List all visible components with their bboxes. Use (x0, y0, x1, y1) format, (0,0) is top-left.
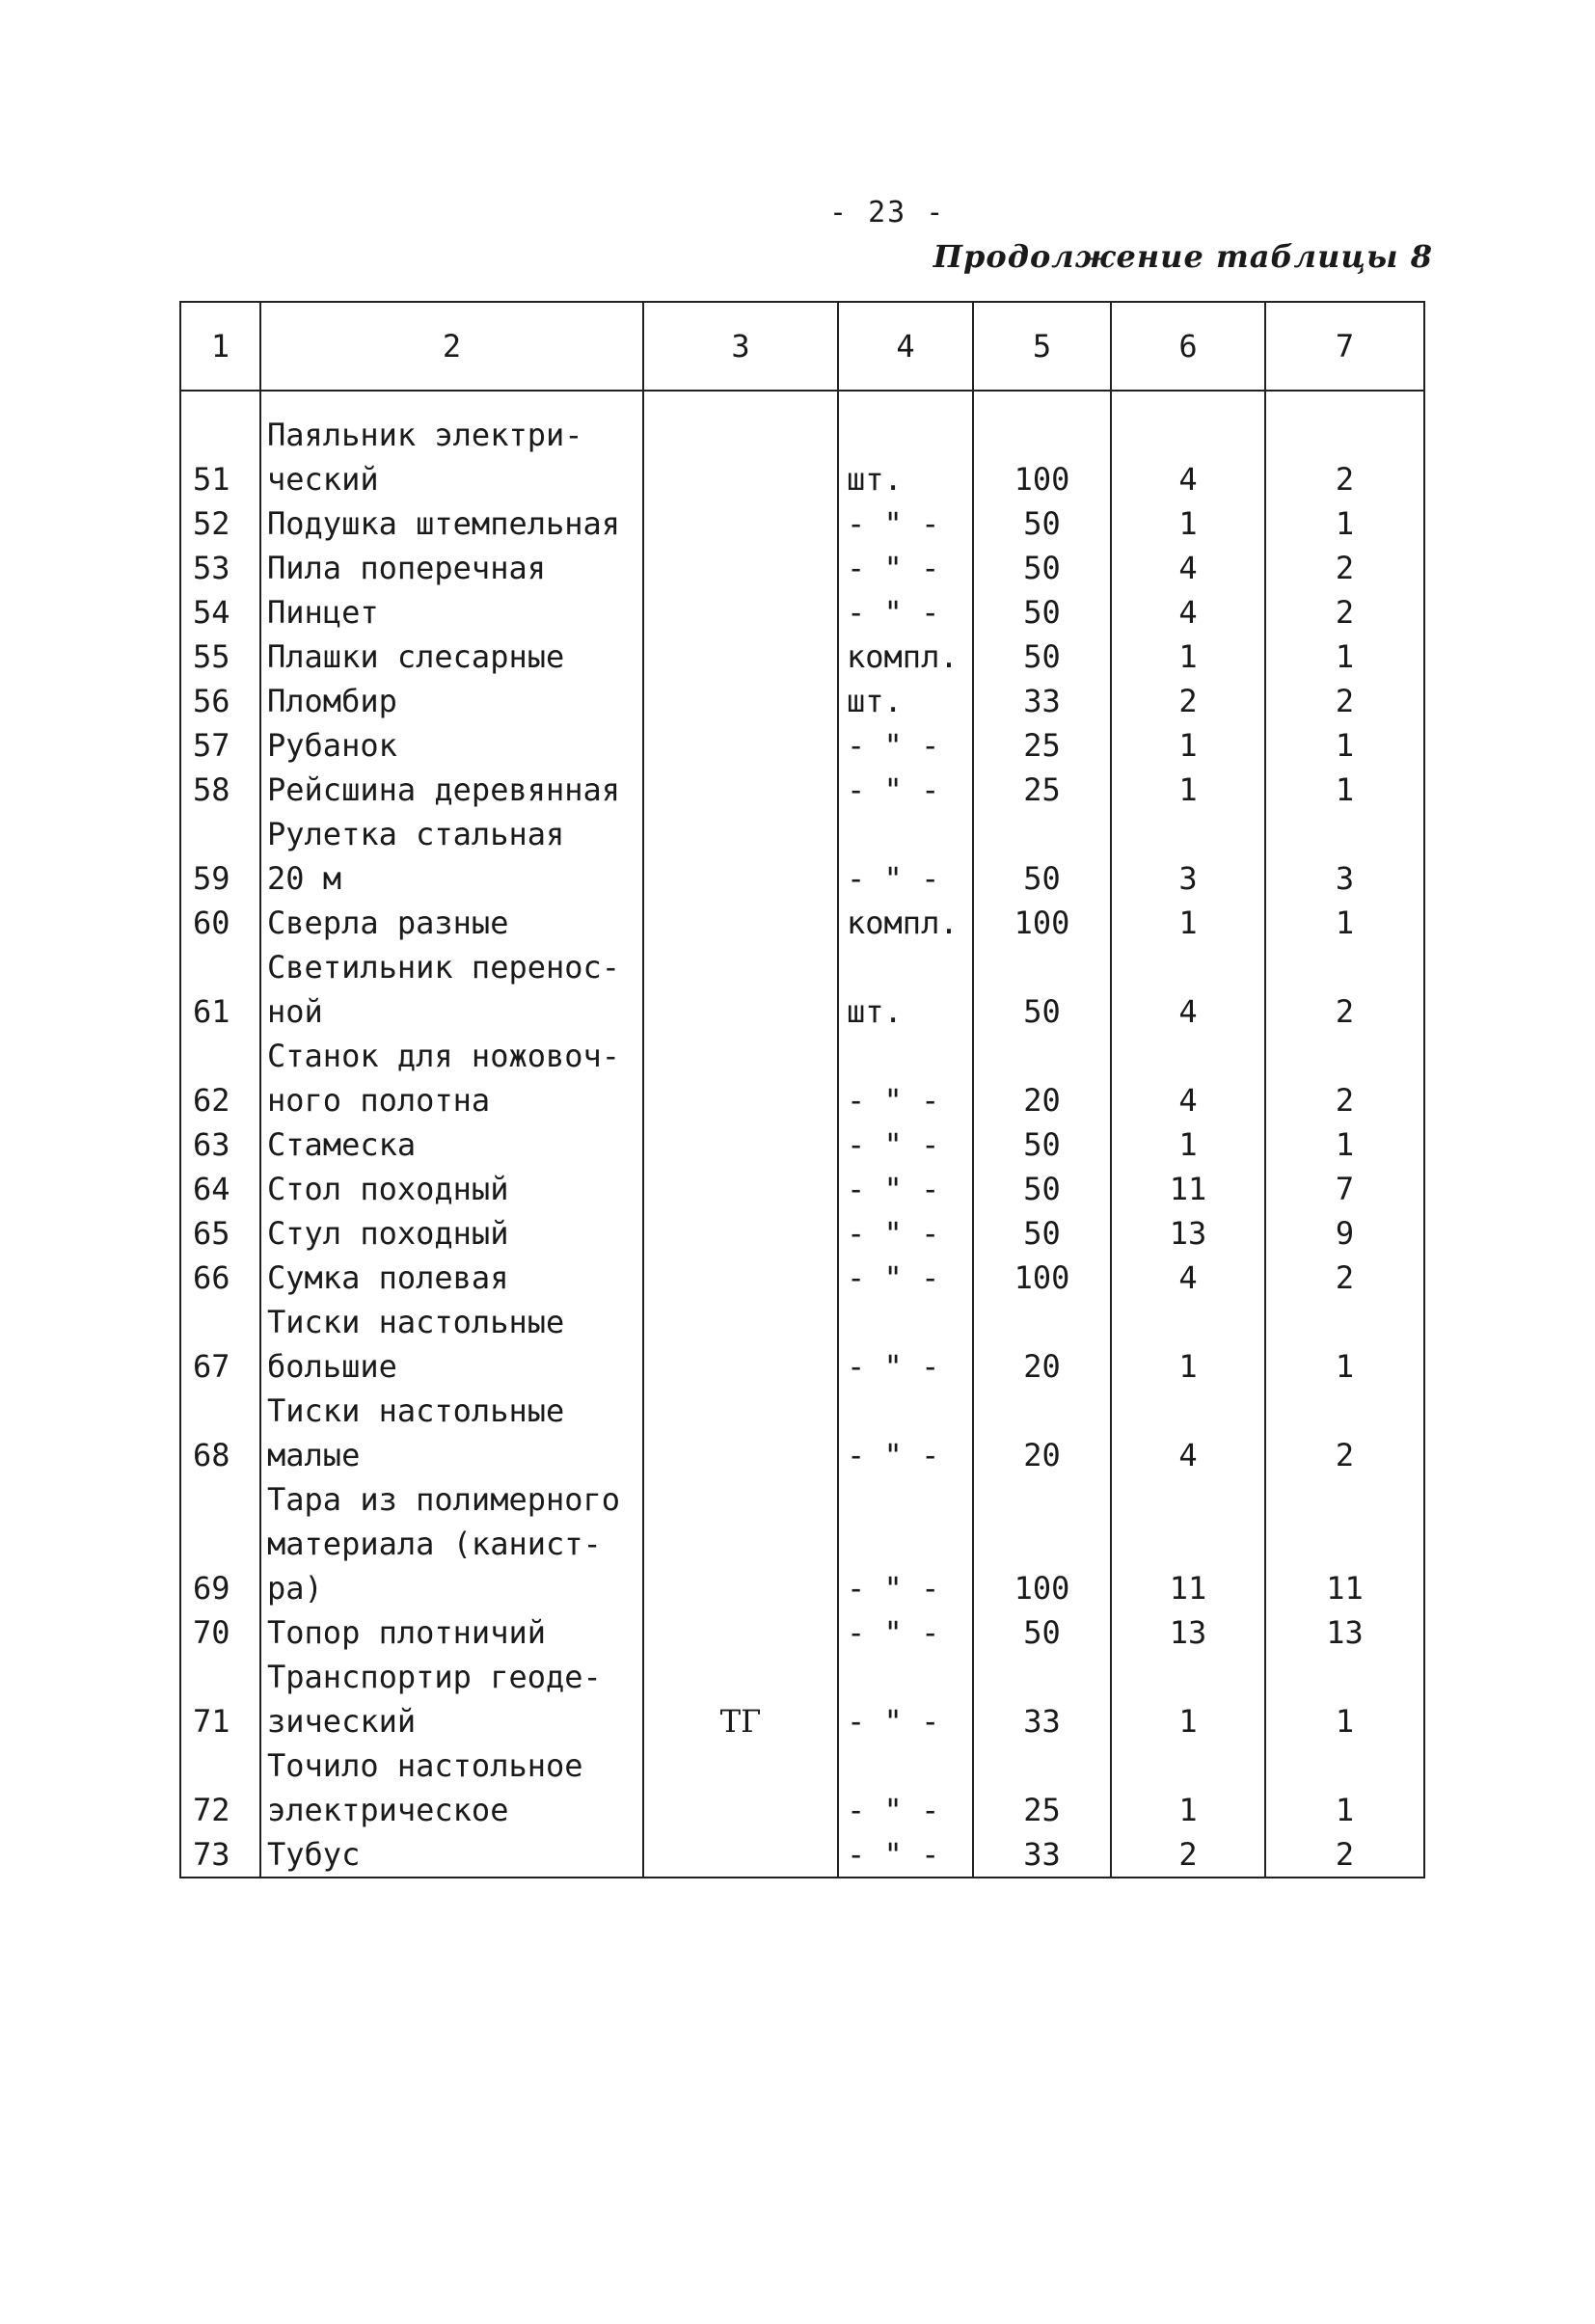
table-row (180, 1389, 1424, 1477)
page-number: - 23 - (829, 196, 946, 230)
value-col-7: 9 (1265, 1211, 1424, 1256)
column-header-1: 1 (180, 302, 260, 391)
item-name (260, 1743, 643, 1832)
table-body (180, 391, 1424, 1878)
value-col-6: 1 (1111, 768, 1265, 812)
value-col-6: 11 (1111, 1167, 1265, 1211)
table-row (180, 1211, 1424, 1256)
item-unit: шт. (838, 945, 973, 1034)
item-unit: - " - (838, 1034, 973, 1122)
item-unit: - " - (838, 1256, 973, 1300)
table-row (180, 1477, 1424, 1610)
item-name-line: Станок для ножовоч- (267, 1038, 621, 1074)
item-name-line: Пинцет (267, 594, 379, 631)
value-col-6: 4 (1111, 391, 1265, 501)
item-unit: - " - (838, 546, 973, 590)
item-unit: - " - (838, 1300, 973, 1389)
row-number: 69 (180, 1477, 260, 1610)
value-col-5: 50 (973, 635, 1111, 679)
item-unit: - " - (838, 1743, 973, 1832)
value-col-7: 1 (1265, 1655, 1424, 1743)
item-name (260, 1256, 643, 1300)
column-header-5: 5 (973, 302, 1111, 391)
item-unit: - " - (838, 1211, 973, 1256)
item-unit: - " - (838, 1655, 973, 1743)
value-col-7: 11 (1265, 1477, 1424, 1610)
value-col-6: 4 (1111, 1389, 1265, 1477)
value-col-5: 100 (973, 1256, 1111, 1300)
value-col-7: 2 (1265, 945, 1424, 1034)
column-header-3: 3 (643, 302, 838, 391)
item-name (260, 1167, 643, 1211)
item-unit: - " - (838, 1477, 973, 1610)
value-col-5: 50 (973, 1122, 1111, 1167)
item-name-line: материала (канист- (267, 1526, 602, 1562)
item-name (260, 723, 643, 768)
row-number: 56 (180, 679, 260, 723)
item-name-line: ного полотна (267, 1082, 491, 1119)
value-col-6: 4 (1111, 1256, 1265, 1300)
item-unit: - " - (838, 723, 973, 768)
item-unit: шт. (838, 391, 973, 501)
item-code (643, 1832, 838, 1878)
row-number: 70 (180, 1610, 260, 1655)
row-number: 73 (180, 1832, 260, 1878)
item-name-line: электрическое (267, 1792, 509, 1828)
value-col-7: 2 (1265, 546, 1424, 590)
item-name-line: Сумка полевая (267, 1259, 509, 1296)
item-name (260, 391, 643, 501)
item-unit: компл. (838, 635, 973, 679)
row-number: 52 (180, 501, 260, 546)
table-row (180, 1300, 1424, 1389)
table-row (180, 679, 1424, 723)
item-code (643, 635, 838, 679)
item-name-line: ческий (267, 461, 379, 498)
item-code (643, 501, 838, 546)
table-row (180, 723, 1424, 768)
item-unit: - " - (838, 812, 973, 901)
value-col-7: 2 (1265, 1832, 1424, 1878)
item-code (643, 1389, 838, 1477)
row-number: 72 (180, 1743, 260, 1832)
value-col-7: 2 (1265, 590, 1424, 635)
row-number: 60 (180, 901, 260, 945)
item-unit: - " - (838, 1122, 973, 1167)
item-name (260, 812, 643, 901)
value-col-7: 13 (1265, 1610, 1424, 1655)
row-number: 67 (180, 1300, 260, 1389)
item-code (643, 768, 838, 812)
item-name-line: Стамеска (267, 1126, 417, 1163)
value-col-5: 50 (973, 590, 1111, 635)
item-code (643, 945, 838, 1034)
value-col-6: 1 (1111, 501, 1265, 546)
item-name (260, 1477, 643, 1610)
item-name-line: Рулетка стальная (267, 816, 565, 852)
value-col-7: 2 (1265, 1034, 1424, 1122)
item-name-line: Паяльник электри- (267, 417, 583, 453)
item-unit: компл. (838, 901, 973, 945)
value-col-7: 2 (1265, 1256, 1424, 1300)
value-col-6: 4 (1111, 1034, 1265, 1122)
column-header-7: 7 (1265, 302, 1424, 391)
item-name (260, 1300, 643, 1389)
value-col-7: 2 (1265, 1389, 1424, 1477)
value-col-7: 1 (1265, 1743, 1424, 1832)
value-col-5: 50 (973, 945, 1111, 1034)
item-code (643, 812, 838, 901)
item-name (260, 1610, 643, 1655)
column-header-4: 4 (838, 302, 973, 391)
row-number: 57 (180, 723, 260, 768)
item-unit: - " - (838, 1389, 973, 1477)
value-col-5: 33 (973, 1655, 1111, 1743)
row-number: 59 (180, 812, 260, 901)
row-number: 64 (180, 1167, 260, 1211)
item-name (260, 768, 643, 812)
row-number: 63 (180, 1122, 260, 1167)
table-row (180, 945, 1424, 1034)
item-name (260, 679, 643, 723)
item-name (260, 1211, 643, 1256)
item-code (643, 1477, 838, 1610)
value-col-6: 1 (1111, 1655, 1265, 1743)
value-col-5: 50 (973, 812, 1111, 901)
value-col-5: 100 (973, 1477, 1111, 1610)
item-name-line: Топор плотничий (267, 1614, 546, 1651)
item-name-line: Пила поперечная (267, 550, 546, 586)
value-col-5: 50 (973, 1211, 1111, 1256)
table-caption: Продолжение таблицы 8 (933, 238, 1433, 275)
item-name-line: Светильник перенос- (267, 949, 621, 986)
item-name (260, 945, 643, 1034)
item-name-line: Стол походный (267, 1171, 509, 1207)
value-col-6: 13 (1111, 1211, 1265, 1256)
value-col-6: 1 (1111, 1743, 1265, 1832)
item-name (260, 501, 643, 546)
value-col-7: 1 (1265, 1122, 1424, 1167)
table-row (180, 501, 1424, 546)
row-number: 58 (180, 768, 260, 812)
table-row (180, 1167, 1424, 1211)
value-col-7: 2 (1265, 679, 1424, 723)
item-name-line: Плашки слесарные (267, 638, 565, 675)
item-name-line: Тара из полимерного (267, 1481, 621, 1518)
item-name (260, 1122, 643, 1167)
table-row (180, 1743, 1424, 1832)
value-col-6: 1 (1111, 901, 1265, 945)
item-unit: шт. (838, 679, 973, 723)
row-number: 55 (180, 635, 260, 679)
item-name-line: 20 м (267, 860, 342, 897)
row-number: 66 (180, 1256, 260, 1300)
table-row (180, 768, 1424, 812)
item-name-line: Точило настольное (267, 1747, 583, 1784)
item-name (260, 1389, 643, 1477)
item-unit: - " - (838, 1832, 973, 1878)
value-col-6: 2 (1111, 679, 1265, 723)
value-col-6: 1 (1111, 1122, 1265, 1167)
item-name-line: зический (267, 1703, 417, 1740)
row-number: 68 (180, 1389, 260, 1477)
item-name-line: Тиски настольные (267, 1304, 565, 1340)
value-col-6: 13 (1111, 1610, 1265, 1655)
item-name-line: Транспортир геоде- (267, 1659, 602, 1695)
table-header-row (180, 302, 1424, 391)
table-row (180, 1610, 1424, 1655)
value-col-5: 33 (973, 1832, 1111, 1878)
item-name (260, 1034, 643, 1122)
value-col-5: 50 (973, 546, 1111, 590)
table-row (180, 391, 1424, 501)
row-number: 54 (180, 590, 260, 635)
table-row (180, 812, 1424, 901)
row-number: 62 (180, 1034, 260, 1122)
value-col-6: 1 (1111, 1300, 1265, 1389)
item-name (260, 1832, 643, 1878)
value-col-7: 1 (1265, 1300, 1424, 1389)
row-number: 65 (180, 1211, 260, 1256)
item-name-line: Стул походный (267, 1215, 509, 1252)
value-col-6: 1 (1111, 635, 1265, 679)
value-col-5: 25 (973, 723, 1111, 768)
row-number: 61 (180, 945, 260, 1034)
table-row (180, 635, 1424, 679)
value-col-5: 33 (973, 679, 1111, 723)
item-code (643, 1610, 838, 1655)
item-code (643, 1211, 838, 1256)
value-col-6: 4 (1111, 546, 1265, 590)
item-code (643, 1167, 838, 1211)
value-col-5: 50 (973, 1167, 1111, 1211)
equipment-table (179, 301, 1425, 1878)
value-col-6: 3 (1111, 812, 1265, 901)
item-code: ТГ (643, 1655, 838, 1743)
item-code (643, 1034, 838, 1122)
item-name-line: Подушка штемпельная (267, 505, 621, 542)
column-header-2: 2 (260, 302, 643, 391)
value-col-5: 20 (973, 1300, 1111, 1389)
value-col-6: 1 (1111, 723, 1265, 768)
item-code (643, 1300, 838, 1389)
item-code (643, 546, 838, 590)
item-code (643, 391, 838, 501)
item-name (260, 546, 643, 590)
table-row (180, 901, 1424, 945)
item-code (643, 1256, 838, 1300)
value-col-5: 100 (973, 901, 1111, 945)
item-code (643, 590, 838, 635)
item-unit: - " - (838, 590, 973, 635)
value-col-7: 1 (1265, 901, 1424, 945)
value-col-7: 1 (1265, 768, 1424, 812)
item-name-line: ной (267, 993, 323, 1030)
value-col-5: 25 (973, 768, 1111, 812)
item-name-line: ра) (267, 1570, 323, 1607)
table-row (180, 1256, 1424, 1300)
value-col-5: 20 (973, 1389, 1111, 1477)
item-name-line: Рубанок (267, 727, 397, 764)
value-col-5: 50 (973, 1610, 1111, 1655)
item-unit: - " - (838, 1167, 973, 1211)
item-name-line: Рейсшина деревянная (267, 771, 621, 808)
item-name (260, 1655, 643, 1743)
value-col-7: 2 (1265, 391, 1424, 501)
item-name-line: большие (267, 1348, 397, 1385)
item-name (260, 590, 643, 635)
value-col-7: 1 (1265, 635, 1424, 679)
item-name-line: малые (267, 1437, 361, 1473)
item-unit: - " - (838, 1610, 973, 1655)
item-unit: - " - (838, 768, 973, 812)
table-row (180, 546, 1424, 590)
item-name (260, 635, 643, 679)
item-name-line: Тубус (267, 1836, 361, 1873)
row-number: 51 (180, 391, 260, 501)
item-name (260, 901, 643, 945)
value-col-7: 3 (1265, 812, 1424, 901)
value-col-6: 2 (1111, 1832, 1265, 1878)
value-col-7: 1 (1265, 501, 1424, 546)
value-col-5: 20 (973, 1034, 1111, 1122)
row-number: 53 (180, 546, 260, 590)
item-code (643, 679, 838, 723)
value-col-5: 50 (973, 501, 1111, 546)
value-col-7: 1 (1265, 723, 1424, 768)
table-row (180, 1122, 1424, 1167)
item-name-line: Тиски настольные (267, 1392, 565, 1429)
value-col-5: 25 (973, 1743, 1111, 1832)
value-col-6: 11 (1111, 1477, 1265, 1610)
table-row (180, 590, 1424, 635)
item-code (643, 901, 838, 945)
item-name-line: Пломбир (267, 683, 397, 719)
value-col-6: 4 (1111, 590, 1265, 635)
value-col-5: 100 (973, 391, 1111, 501)
table-row (180, 1655, 1424, 1743)
item-unit: - " - (838, 501, 973, 546)
item-code (643, 1743, 838, 1832)
value-col-6: 4 (1111, 945, 1265, 1034)
table-row (180, 1832, 1424, 1878)
value-col-7: 7 (1265, 1167, 1424, 1211)
row-number: 71 (180, 1655, 260, 1743)
item-code (643, 1122, 838, 1167)
column-header-6: 6 (1111, 302, 1265, 391)
table-row (180, 1034, 1424, 1122)
item-code (643, 723, 838, 768)
item-name-line: Сверла разные (267, 905, 509, 941)
